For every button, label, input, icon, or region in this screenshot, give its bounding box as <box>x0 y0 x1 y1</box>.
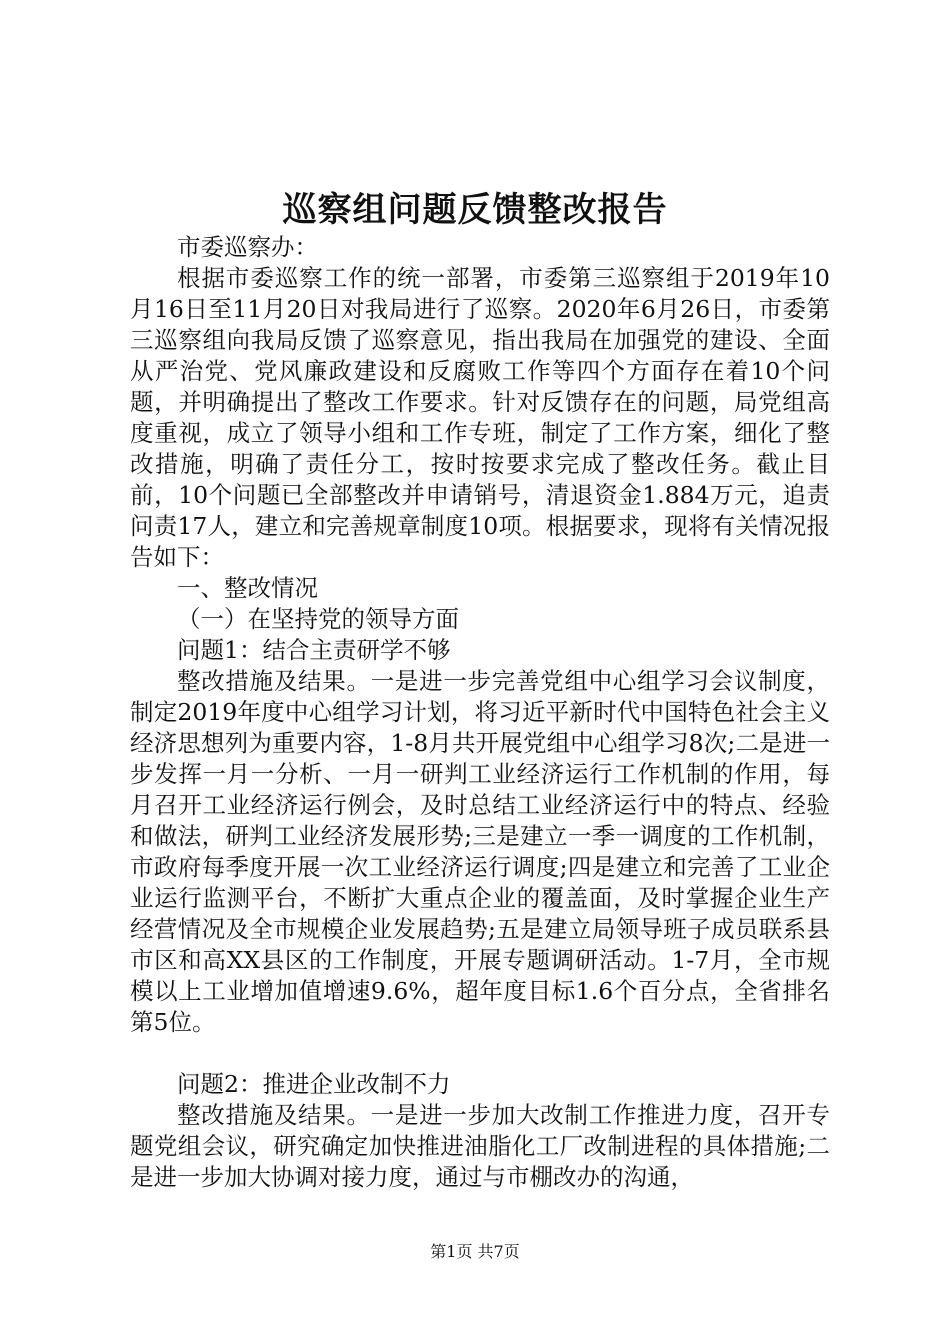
document-body <box>130 232 830 1193</box>
document-title: 巡察组问题反馈整改报告 <box>282 190 668 230</box>
section-heading: 一、整改情况 <box>177 574 318 602</box>
page-footer: 第1页 共7页 <box>430 1242 520 1261</box>
issue-paragraph: 整改措施及结果。一是进一步加大改制工作推进力度，召开专题党组会议，研究确定加快推进油脂化工厂改制进程的具体措施;二是进一步加大协调对接力度，通过与市棚改办的沟通， <box>130 1101 830 1191</box>
intro-paragraph: 根据市委巡察工作的统一部署，市委第三巡察组于2019年10月16日至11月20日对我局进行了巡察。2020年6月26日，市委第三巡察组向我局反馈了巡察意见，指出我局在加强党的建设、全面从严治党、党风廉政建设和反腐败工作等四个方面存在着10个问题，并明确提出了整改工作要求。针对反馈存在的问题，局党组高度重视，成立了领导小组和工作专班，制定了工作方案，细化了整改措施，明确了责任分工，按时按要求完成了整改任务。截止目前，10个问题已全部整改并申请销号，清退资金1.884万元，追责问责17人，建立和完善规章制度10项。根据要求，现将有关情况报告如下： <box>130 264 830 571</box>
salutation: 市委巡察办： <box>177 233 318 261</box>
subsection-heading: （一）在坚持党的领导方面 <box>177 605 459 633</box>
issue-heading: 问题1：结合主责研学不够 <box>177 636 451 664</box>
issue-paragraph: 整改措施及结果。一是进一步完善党组中心组学习会议制度，制定2019年度中心组学习计划，将习近平新时代中国特色社会主义经济思想列为重要内容，1-8月共开展党组中心组学习8次;二是进一步发挥一月一分析、一月一研判工业经济运行工作机制的作用，每月召开工业经济运行例会，及时总结工业经济运行中的特点、经验和做法，研判工业经济发展形势;三是建立一季一调度的工作机制，市政府每季度开展一次工业经济运行调度;四是建立和完善了工业企业运行监测平台，不断扩大重点企业的覆盖面，及时掌握企业生产经营情况及全市规模企业发展趋势;五是建立局领导班子成员联系县市区和高XX县区的工作制度，开展专题调研活动。1-7月，全市规模以上工业增加值增速9.6%，超年度目标1.6个百分点，全省排名第5位。 <box>130 667 830 1036</box>
issue-heading: 问题2：推进企业改制不力 <box>177 1070 451 1098</box>
